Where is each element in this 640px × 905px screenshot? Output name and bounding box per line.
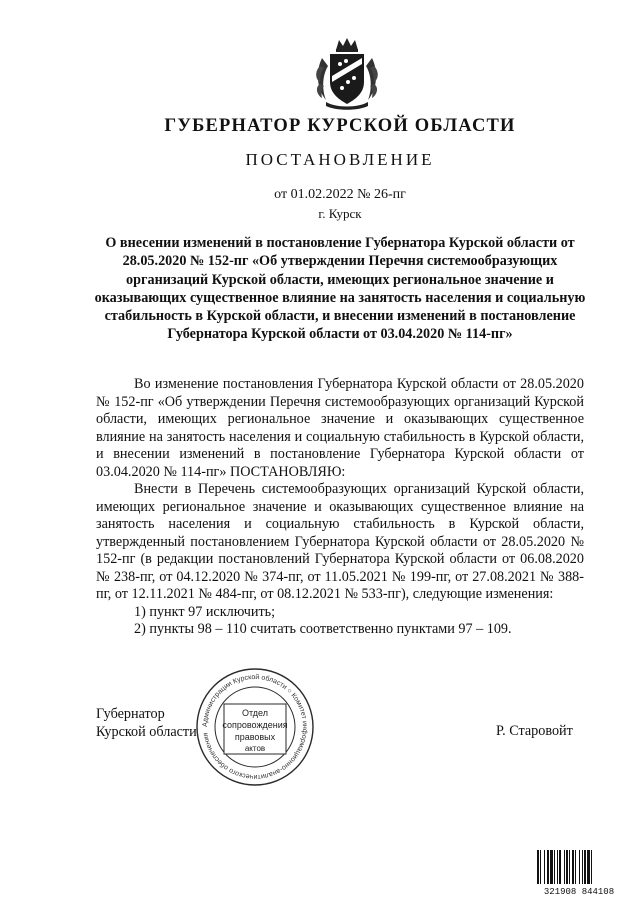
barcode-bar <box>587 850 590 884</box>
stamp-ring-text: Администрации Курской области ○ Комитет информационно-аналитического обеспечения <box>201 673 309 781</box>
body-paragraph-2: Внести в Перечень системообразующих организаций Курской области, имеющих региональное значение и оказывающих существенное влияние на занятость населения и социальную стабильность в Курской области, утвержденный постановлением Губернатора Курской области от 28.05.2020 № 152-пг (в редакции постановлений Губернатора Курской области от 06.08.2020 № 238-пг, от 04.12.2020 № 374-пг, от 11.05.2021 № 199-пг, от 27.08.2021 № 388-пг, от 12.11.2021 № 484-пг, от 08.12.2021 № 533-пг), следующие изменения: <box>96 481 584 602</box>
kursk-coat-of-arms-icon <box>312 36 382 110</box>
amendment-item-1: 1) пункт 97 исключить; <box>134 603 276 620</box>
signatory-position <box>96 706 197 741</box>
authority-title: ГУБЕРНАТОР КУРСКОЙ ОБЛАСТИ <box>164 116 516 136</box>
barcode-bar <box>540 850 541 884</box>
document-barcode <box>536 850 622 896</box>
office-stamp <box>194 666 316 788</box>
barcode-bar <box>564 850 565 884</box>
barcode-bar <box>554 850 555 884</box>
barcode-bar <box>591 850 592 884</box>
barcode-bar <box>566 850 568 884</box>
stamp-line-4: актов <box>244 744 266 753</box>
barcode-bar <box>584 850 586 884</box>
document-heading: О внесении изменений в постановление Губернатора Курской области от 28.05.2020 № 152-пг «Об утверждении Перечня системообразующих организаций Курской области, имеющих региональное значение и оказывающих существенное влияние на занятость населения и социальную стабильность в Курской области, и внесении изменений в постановление Губернатора Курской области от 03.04.2020 № 114-пг» <box>94 235 586 343</box>
barcode-number: 321908 844108 <box>543 887 615 896</box>
barcode-bar <box>575 850 576 884</box>
document-date-number: от 01.02.2022 № 26-пг <box>274 187 406 202</box>
barcode-bar <box>582 850 583 884</box>
barcode-bar <box>559 850 561 884</box>
barcode-bar <box>537 850 539 884</box>
barcode-bar <box>547 850 549 884</box>
stamp-line-1: Отдел <box>241 708 269 718</box>
document-city: г. Курск <box>318 206 362 221</box>
signatory-position-line-2: Курской области <box>96 723 197 740</box>
signatory-position-line-1: Губернатор <box>96 706 165 722</box>
amendment-item-2: 2) пункты 98 – 110 считать соответственно пунктами 97 – 109. <box>134 621 512 637</box>
barcode-bar <box>557 850 558 884</box>
document-body <box>96 376 584 639</box>
stamp-line-2: сопровождения <box>222 720 288 730</box>
stamp-line-3: правовых <box>234 732 276 742</box>
barcode-bar <box>572 850 574 884</box>
body-paragraph-1: Во изменение постановления Губернатора Курской области от 28.05.2020 № 152-пг «Об утверждении Перечня системообразующих организаций Курской области, имеющих региональное значение и оказывающих существенное влияние на занятость населения и социальную стабильность в Курской области, и внесении изменений в постановление Губернатора Курской области от 03.04.2020 № 114-пг» ПОСТАНОВЛЯЮ: <box>96 376 584 480</box>
barcode-bar <box>550 850 553 884</box>
barcode-bar <box>579 850 580 884</box>
document-type: ПОСТАНОВЛЕНИЕ <box>245 150 435 169</box>
barcode-bars <box>537 850 592 884</box>
barcode-bar <box>569 850 570 884</box>
signatory-name: Р. Старовойт <box>496 723 573 739</box>
barcode-bar <box>544 850 545 884</box>
